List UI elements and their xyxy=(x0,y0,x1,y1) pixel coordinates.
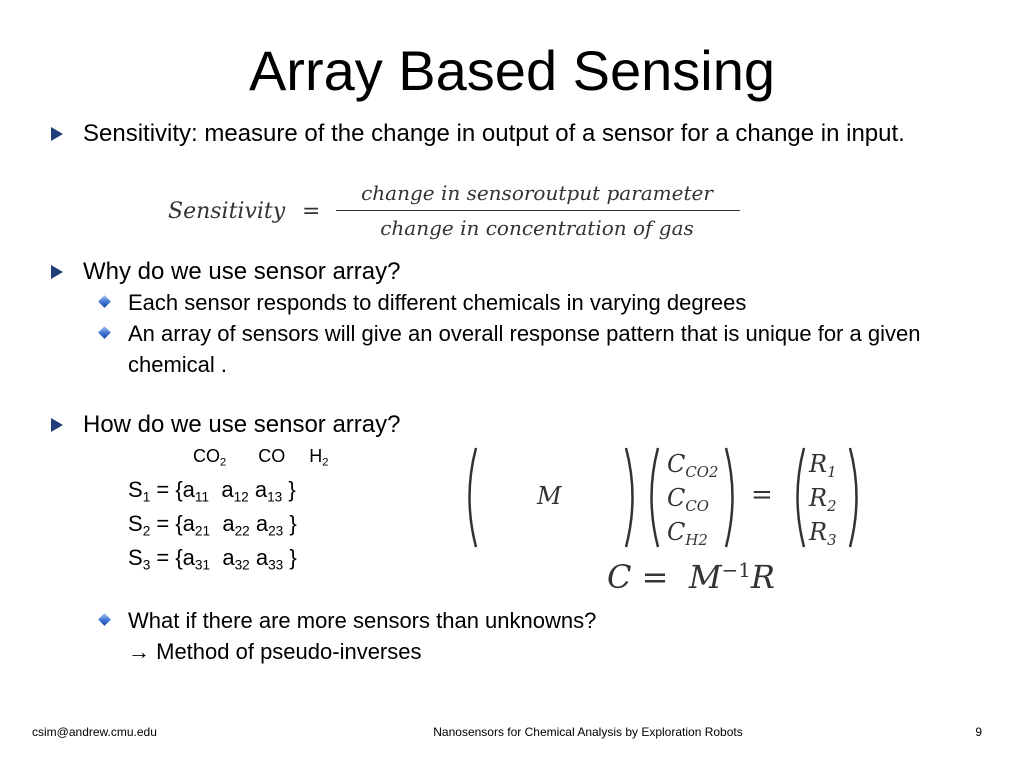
vector-c-co2: $C_{CO2}$ xyxy=(667,450,719,481)
matrix-m-block xyxy=(455,445,645,550)
gas-co2: $CO_2$ xyxy=(193,446,227,469)
bullet-how-array: How do we use sensor array? xyxy=(83,411,401,438)
slide-title: Array Based Sensing xyxy=(248,39,776,102)
bullet-diamond-icon xyxy=(98,326,111,339)
bullet-triangle-icon xyxy=(51,418,63,432)
left-paren-icon xyxy=(789,445,807,550)
vector-c-entries xyxy=(667,447,718,549)
solution-formula: $C = M^{-1}R$ xyxy=(607,558,775,596)
matrix-equation xyxy=(455,445,875,550)
gas-h2: $H_2$ xyxy=(309,446,329,469)
right-paren-icon xyxy=(723,445,741,550)
left-paren-icon xyxy=(461,445,479,550)
vector-c-h2: $C_{H2}$ xyxy=(667,518,708,549)
vector-r-1: $R_1$ xyxy=(809,450,837,481)
vector-r-entries xyxy=(809,447,837,549)
vector-r-2: $R_2$ xyxy=(809,484,837,515)
sub-bullet-more-sensors: What if there are more sensors than unknowns? xyxy=(128,608,597,633)
sub-bullet-unique-pattern: An array of sensors will give an overall response pattern that is unique for a given chemical . xyxy=(128,321,921,377)
footer-presentation-title: Nanosensors for Chemical Analysis by Exploration Robots xyxy=(433,725,743,739)
vector-c-block xyxy=(643,445,745,550)
sensitivity-formula xyxy=(168,180,748,244)
sub-bullet-responds: Each sensor responds to different chemicals in varying degrees xyxy=(128,290,747,315)
gas-co: CO xyxy=(258,446,286,466)
right-paren-icon xyxy=(623,445,641,550)
formula-equals: = xyxy=(302,199,321,224)
formula-lhs: Sensitivity xyxy=(168,199,286,224)
vector-r-3: $R_3$ xyxy=(809,518,837,549)
right-paren-icon xyxy=(847,445,865,550)
bullet-why-array: Why do we use sensor array? xyxy=(83,258,401,285)
sensor-row-3: $S_3 = \{a_{31}$ $a_{32}$ $a_{33}$ } xyxy=(128,545,297,573)
sub-bullet-pseudo-inverse: → Method of pseudo-inverses xyxy=(128,639,422,664)
vector-r-block xyxy=(789,445,869,550)
sensor-row-2: $S_2 = \{a_{21}$ $a_{22}$ $a_{23}$ } xyxy=(128,511,297,539)
sensor-coefficient-rows xyxy=(128,473,297,575)
sensor-row-1: $S_1 = \{a_{11}$ $a_{12}$ $a_{13}$ } xyxy=(128,477,296,505)
formula-denominator: change in concentration of gas xyxy=(380,216,694,240)
matrix-equals: = xyxy=(751,480,773,510)
vector-c-co: $C_{CO}$ xyxy=(667,484,709,515)
formula-numerator: change in sensoroutput parameter xyxy=(361,181,713,205)
bullet-sensitivity: Sensitivity: measure of the change in output of a sensor for a change in input. xyxy=(83,120,905,147)
gas-header xyxy=(193,444,329,468)
bullet-triangle-icon xyxy=(51,127,63,141)
footer-email: csim@andrew.cmu.edu xyxy=(32,725,157,739)
bullet-triangle-icon xyxy=(51,265,63,279)
fraction-bar xyxy=(336,210,740,211)
left-paren-icon xyxy=(643,445,661,550)
bullet-diamond-icon xyxy=(98,295,111,308)
matrix-m-symbol: M xyxy=(537,482,562,510)
footer-page-number: 9 xyxy=(975,725,982,739)
bullet-diamond-icon xyxy=(98,613,111,626)
